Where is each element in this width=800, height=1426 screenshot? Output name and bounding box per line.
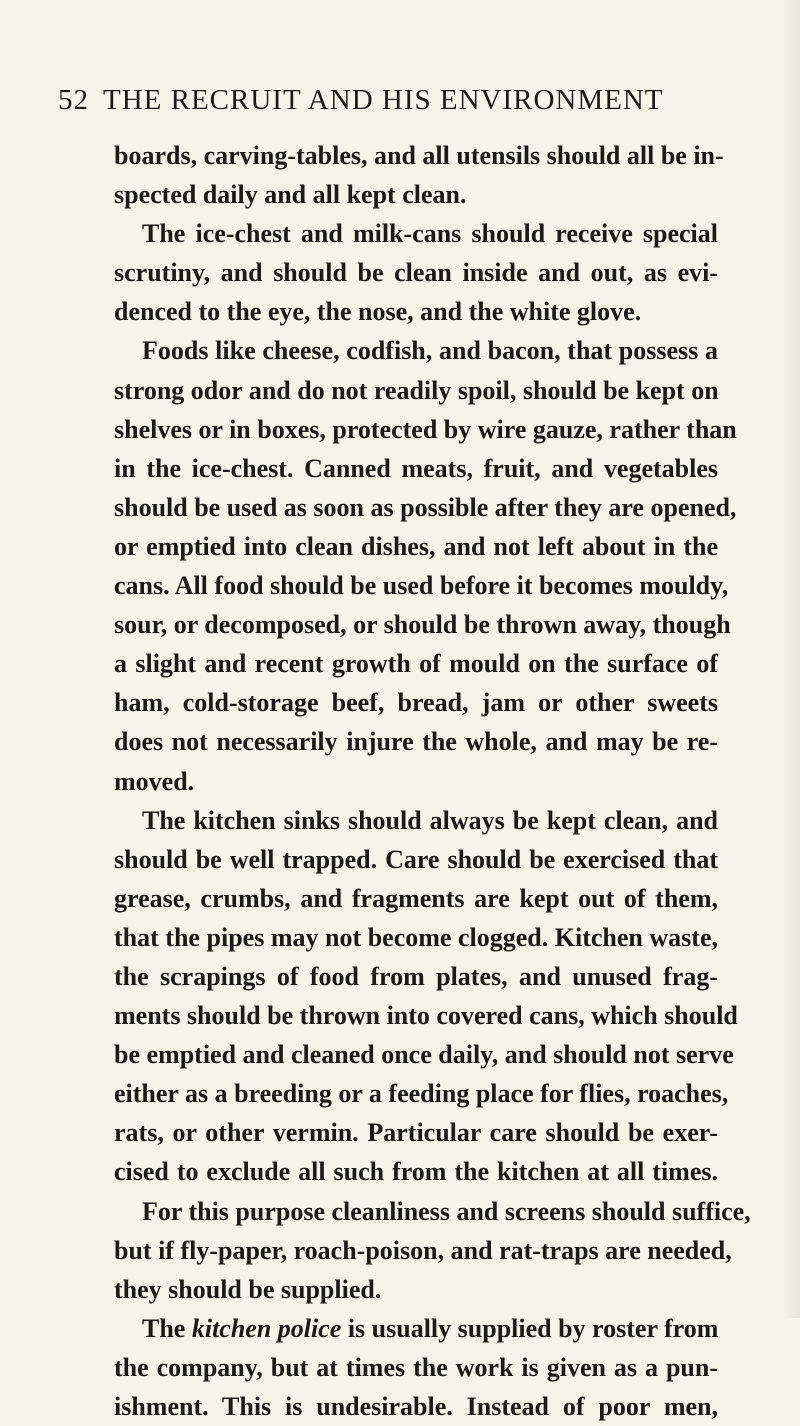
text-line: moved. (114, 766, 195, 796)
text-run: The (142, 1313, 186, 1343)
text-line: the company, but at times the work is given as a pun- (114, 1352, 718, 1382)
text-line: a slight and recent growth of mould on the surface of (114, 649, 718, 679)
text-line: should be well trapped. Care should be exercised that (114, 844, 718, 874)
text-line: ham, cold-storage beef, bread, jam or other sweets (114, 688, 718, 718)
text-line: scrutiny, and should be clean inside and out, as evi- (114, 258, 718, 288)
text-line: but if fly-paper, roach-poison, and rat-traps are needed, (114, 1235, 732, 1265)
text-line: cised to exclude all such from the kitchen at all times. (114, 1157, 718, 1187)
text-line: boards, carving-tables, and all utensils should all be in- (114, 141, 724, 170)
text-line: ments should be thrown into covered cans, which should (114, 1001, 738, 1031)
text-line: sour, or decomposed, or should be thrown away, though (114, 610, 731, 640)
text-line: either as a breeding or a feeding place for flies, roaches, (114, 1079, 729, 1109)
text-line: The kitchen sinks should always be kept clean, and (142, 805, 718, 835)
text-line: spected daily and all kept clean. (114, 180, 467, 210)
text-line: the scrapings of food from plates, and unused frag- (114, 961, 718, 991)
text-line: shelves or in boxes, protected by wire gauze, rather than (114, 414, 737, 444)
text-line: strong odor and do not readily spoil, should be kept on (114, 375, 719, 405)
text-line: in the ice-chest. Canned meats, fruit, and vegetables (114, 453, 718, 483)
text-line: cans. All food should be used before it becomes mouldy, (114, 571, 729, 601)
text-line (114, 1309, 718, 1348)
text-line: rats, or other vermin. Particular care should be exer- (114, 1118, 718, 1148)
text-line: ishment. This is undesirable. Instead of poor men, (114, 1392, 718, 1421)
text-line: denced to the eye, the nose, and the white glove. (114, 297, 642, 327)
text-line: Foods like cheese, codfish, and bacon, that possess a (142, 336, 718, 366)
text-line: grease, crumbs, and fragments are kept out of them, (114, 883, 718, 913)
text-line: The ice-chest and milk-cans should receive special (142, 219, 718, 249)
text-line: that the pipes may not become clogged. Kitchen waste, (114, 922, 718, 952)
page-edge-shadow (782, 0, 800, 1318)
text-line: For this purpose cleanliness and screens should suffice, (142, 1196, 751, 1226)
body-text (114, 136, 751, 1426)
running-title: THE RECRUIT AND HIS ENVIRONMENT (103, 84, 664, 116)
text-line: should be used as soon as possible after they are opened, (114, 492, 737, 522)
italic-term: kitchen police (191, 1313, 342, 1343)
text-line: be emptied and cleaned once daily, and should not serve (114, 1040, 734, 1070)
text-line: or emptied into clean dishes, and not left about in the (114, 531, 718, 561)
text-run: is usually supplied by roster from (347, 1313, 719, 1343)
text-line: does not necessarily injure the whole, and may be re- (114, 727, 718, 757)
text-line: they should be supplied. (114, 1274, 382, 1304)
running-header (58, 84, 718, 117)
page-number: 52 (58, 84, 89, 116)
